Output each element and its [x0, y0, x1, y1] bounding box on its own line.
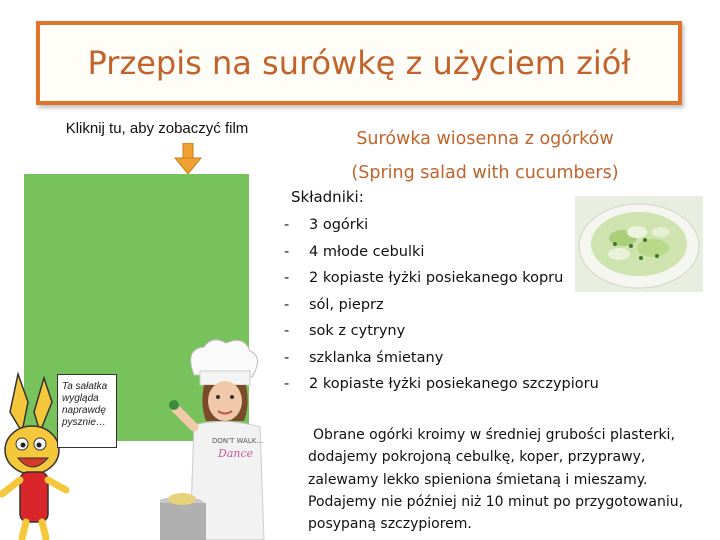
ingredient-text: 2 kopiaste łyżki posiekanego szczypioru: [309, 376, 599, 392]
instructions-text: [308, 424, 688, 535]
ingredients-heading: Składniki:: [291, 188, 364, 206]
down-arrow-icon: [173, 143, 203, 175]
ingredient-item: - 4 młode cebulki: [284, 239, 599, 266]
recipe-title-polish: Surówka wiosenna z ogórków: [356, 129, 614, 149]
salad-photo: [575, 196, 703, 292]
svg-text:Dance: Dance: [218, 447, 254, 460]
ingredient-item: - szklanka śmietany: [284, 345, 599, 372]
recipe-title: [300, 122, 670, 190]
speech-bubble: Ta sałatka wygląda naprawdę pysznie…: [57, 374, 117, 448]
ingredient-text: 2 kopiaste łyżki posiekanego kopru: [309, 270, 564, 286]
ingredient-item: - 2 kopiaste łyżki posiekanego szczypioru: [284, 371, 599, 398]
video-hint-text: Kliknij tu, aby zobaczyć film: [65, 120, 249, 137]
ingredient-item: - sok z cytryny: [284, 318, 599, 345]
ingredient-text: sok z cytryny: [309, 323, 406, 339]
ingredients-list: [284, 212, 599, 398]
ingredient-text: sól, pieprz: [309, 296, 384, 313]
ingredient-item: - 3 ogórki: [284, 212, 599, 239]
ingredient-item: - sól, pieprz: [284, 292, 599, 319]
page-title: Przepis na surówkę z użyciem ziół: [87, 44, 631, 82]
ingredient-text: 4 młode cebulki: [309, 243, 425, 260]
recipe-title-english: (Spring salad with cucumbers): [351, 163, 619, 183]
title-box: [36, 21, 682, 105]
girl-chef-photo: [160, 335, 280, 540]
ingredient-text: 3 ogórki: [309, 217, 369, 233]
ingredient-item: - 2 kopiaste łyżki posiekanego kopru: [284, 265, 599, 292]
instructions-body: Obrane ogórki kroimy w średniej grubości plasterki, dodajemy pokrojoną cebulkę, koper, przyprawy, zalewamy lekko spieniona śmietaną i mieszamy. Podajemy nie później niż 10 minut po przygotowaniu, posypaną szczypiorem.: [308, 427, 684, 533]
ingredient-text: szklanka śmietany: [309, 349, 444, 366]
apron-text: DON'T WALK...: [212, 437, 264, 445]
